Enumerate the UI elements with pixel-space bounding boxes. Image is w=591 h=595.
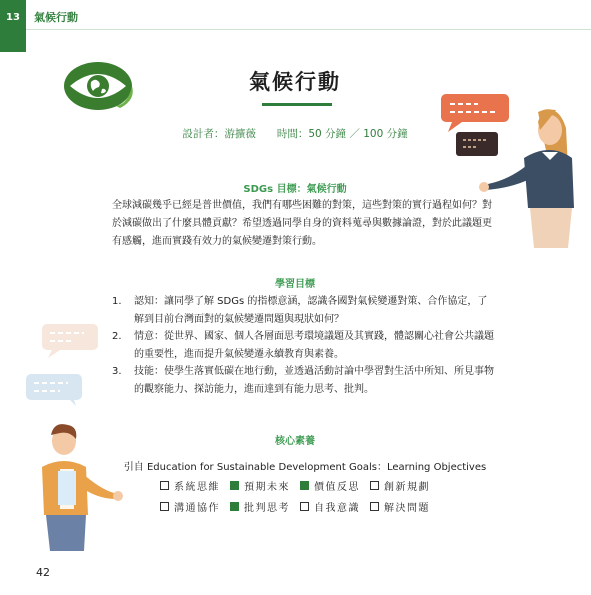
- title-underline: [262, 103, 332, 106]
- competency-item: [230, 478, 290, 493]
- learning-heading: 學習目標: [275, 279, 315, 290]
- competency-item: [300, 478, 360, 493]
- speech-bubble-icon: [22, 322, 102, 408]
- competency-label: 批判思考: [244, 503, 290, 514]
- learning-item-number: 2.: [112, 331, 122, 342]
- learning-list: [112, 293, 497, 398]
- competency-row-2: [160, 499, 430, 514]
- learning-item: [112, 328, 497, 363]
- competency-label: 價值反思: [314, 482, 360, 493]
- competency-row-1: [160, 478, 430, 493]
- competency-item: [370, 499, 430, 514]
- checkbox: [370, 481, 379, 490]
- competency-label: 系統思維: [174, 482, 220, 493]
- competency-label: 預期未來: [244, 482, 290, 493]
- learning-item-text: 情意：從世界、國家、個人各層面思考環境議題及其實踐，體認關心社會公共議題的重要性，進而提升氣候變遷永續教育與素養。: [134, 331, 494, 360]
- learning-item: [112, 293, 497, 328]
- sdg-paragraph: 全球減碳幾乎已經是普世價值，我們有哪些困難的對策，這些對策的實行過程如何？對於減碳做出了什麼具體貢獻？希望透過同學自身的資料蒐尋與數據論證，對於此議題更有感觸，進而實踐有效力的氣候變遷對策行動。: [112, 200, 492, 247]
- section-label: 氣候行動: [34, 11, 78, 24]
- checkbox: [300, 481, 309, 490]
- learning-item-number: 3.: [112, 366, 122, 377]
- competency-item: [300, 499, 360, 514]
- designer-time-line: 設計者：游擴薇 時間：50 分鐘 ／ 100 分鐘: [182, 128, 408, 140]
- checkbox: [230, 481, 239, 490]
- eye-earth-icon: [58, 56, 136, 116]
- checkbox: [160, 502, 169, 511]
- learning-item-number: 1.: [112, 296, 122, 307]
- competency-label: 創新規劃: [384, 482, 430, 493]
- header-rule: [26, 29, 591, 30]
- checkbox: [370, 502, 379, 511]
- checkbox: [300, 502, 309, 511]
- page-number: 42: [36, 566, 50, 579]
- competency-label: 解決問題: [384, 503, 430, 514]
- competency-item: [160, 478, 220, 493]
- core-citation: 引自 Education for Sustainable Development Goals：Learning Objectives: [123, 462, 487, 473]
- checkbox: [230, 502, 239, 511]
- competency-item: [160, 499, 220, 514]
- competency-item: [230, 499, 290, 514]
- competency-label: 自我意識: [314, 503, 360, 514]
- core-heading: 核心素養: [275, 436, 315, 447]
- learning-item-text: 技能：使學生落實低碳在地行動，並透過活動討論中學習對生活中所知、所見事物的觀察能力、探訪能力，進而達到有能力思考、批判。: [134, 366, 494, 395]
- page-title: 氣候行動: [249, 70, 341, 94]
- learning-item-text: 認知：讓同學了解 SDGs 的指標意涵，認識各國對氣候變遷對策、合作協定，了解到目前台灣面對的氣候變遷問題與現狀如何？: [134, 296, 488, 325]
- page-tab: 13: [0, 0, 26, 52]
- sdg-heading: SDGs 目標：氣候行動: [243, 184, 347, 195]
- competency-item: [370, 478, 430, 493]
- competency-label: 溝通協作: [174, 503, 220, 514]
- man-illustration: [34, 415, 126, 555]
- checkbox: [160, 481, 169, 490]
- learning-item: [112, 363, 497, 398]
